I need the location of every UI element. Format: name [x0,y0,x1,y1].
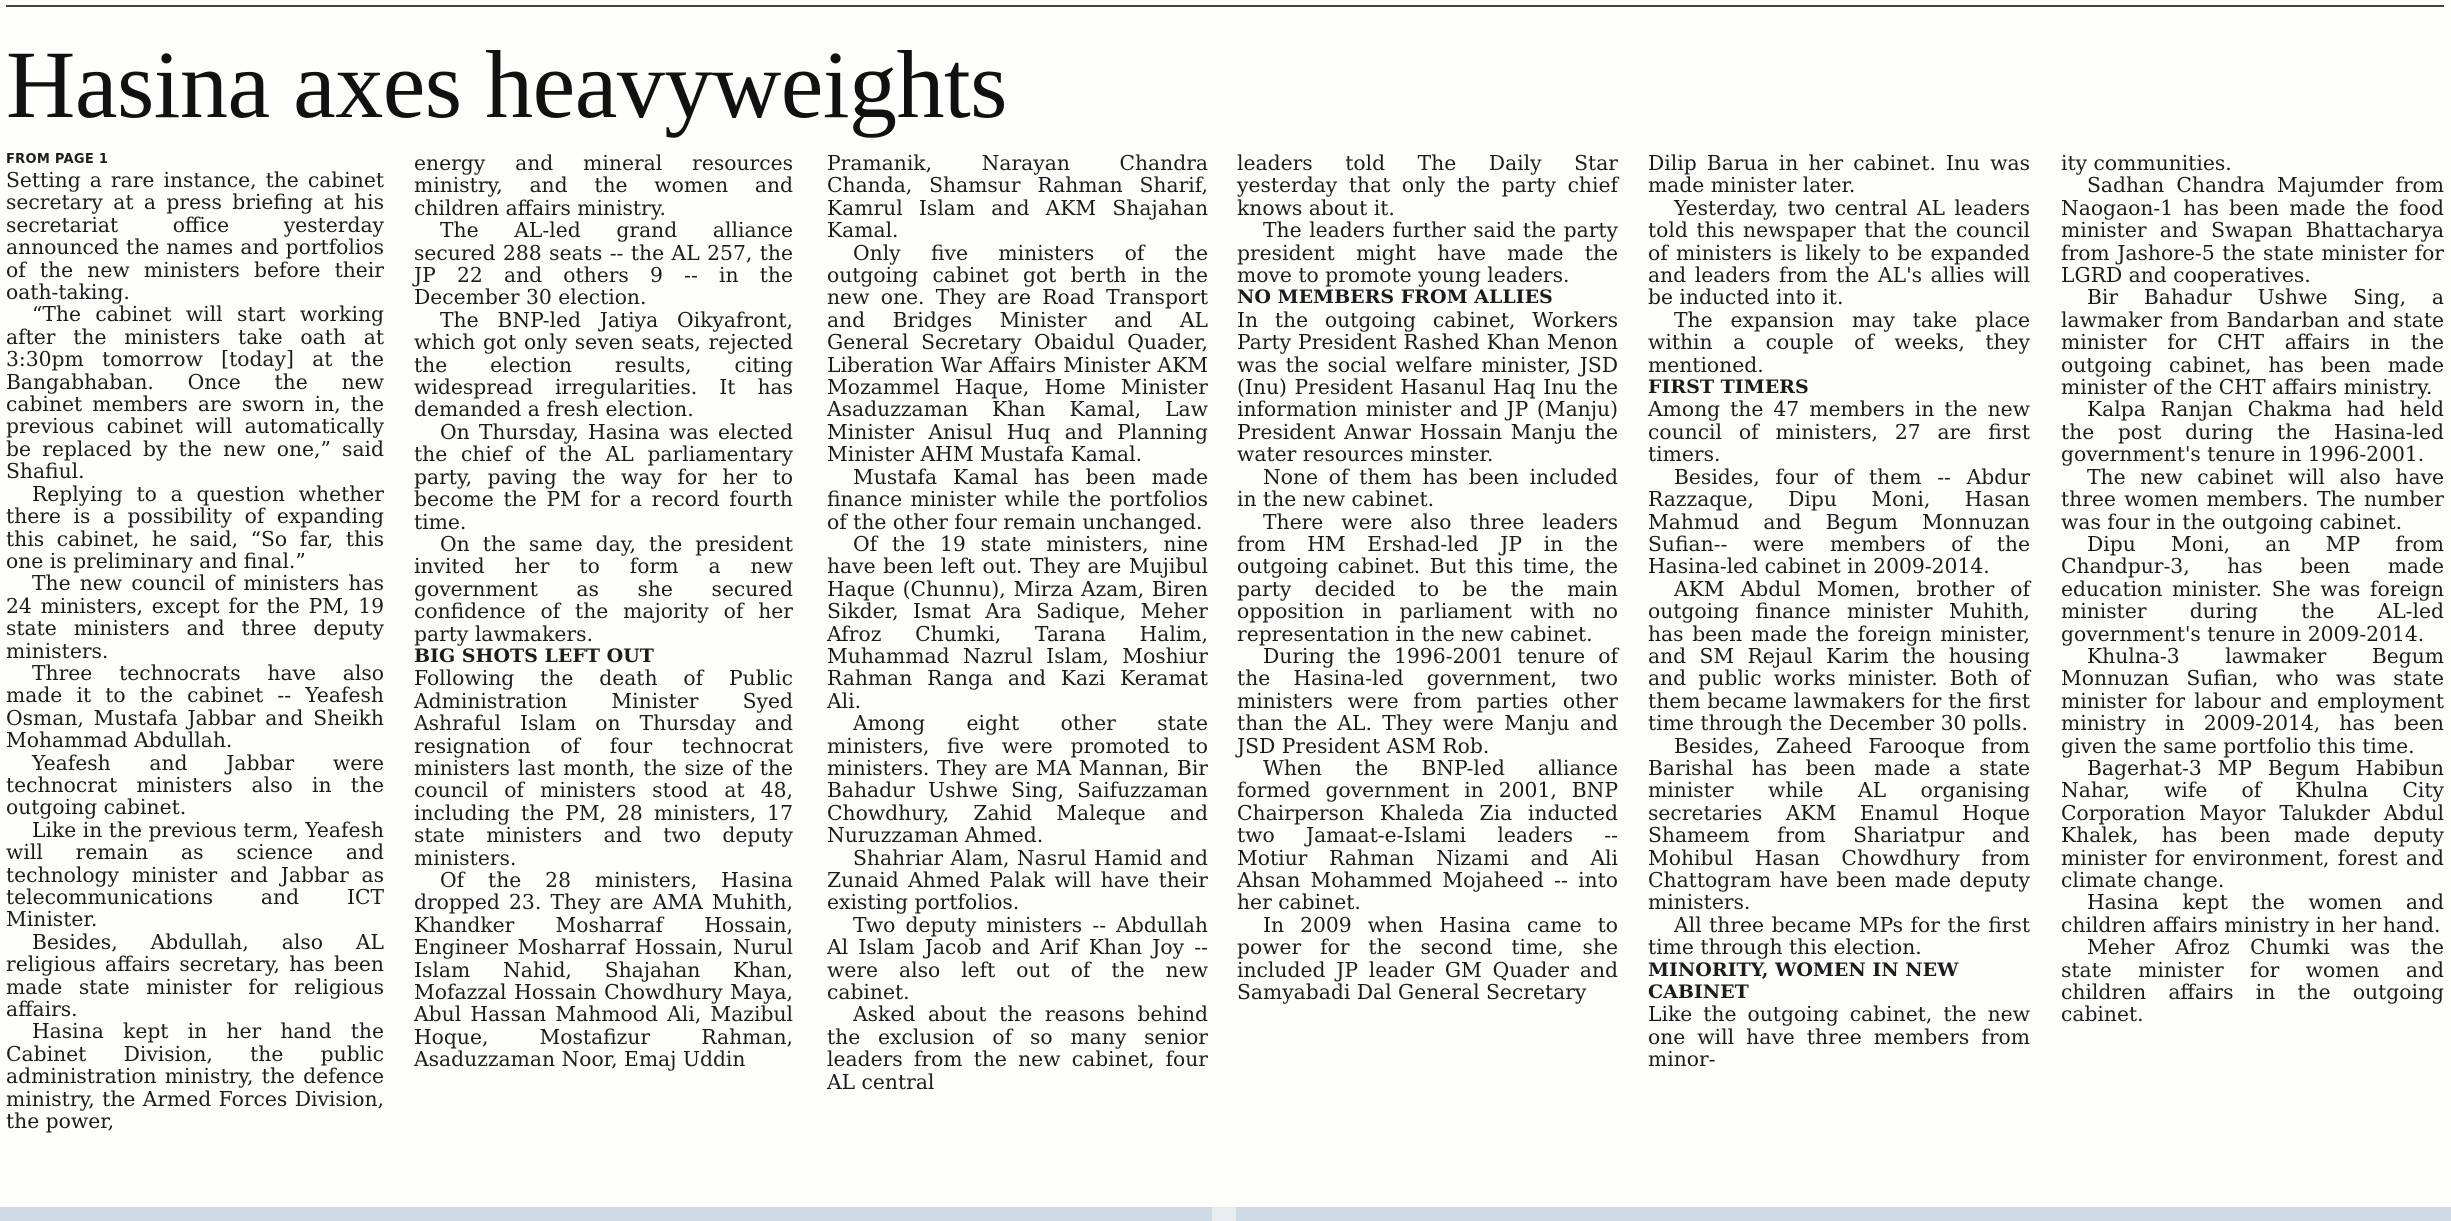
article-paragraph: Bagerhat-3 MP Begum Habibun Nahar, wife of Khulna City Corporation Mayor Talukder Abdul Khalek, has been made deputy minister for environment, forest and climate change. [2061,755,2444,892]
article-paragraph: Hasina kept in her hand the Cabinet Division, the public administration ministry, the defence ministry, the Armed Forces Division, the power, [6,1019,384,1134]
article-paragraph: Yeafesh and Jabbar were technocrat ministers also in the outgoing cabinet. [6,750,384,820]
article-paragraph: Following the death of Public Administration Minister Syed Ashraful Islam on Thursday and resignation of four technocrat ministers last month, the size of the council of ministers stood at 48, including the PM, 28 ministers, 17 state ministers and two deputy ministers. [414,666,793,870]
article-paragraph: In the outgoing cabinet, Workers Party President Rashed Khan Menon was the social welfare minister, JSD (Inu) President Hasanul Haq Inu the information minister and JP (Manju) President Anwar Hossain Manju the water resources minster. [1237,307,1618,467]
article-paragraph: Replying to a question whether there is a possibility of expanding this cabinet, he said, “So far, this one is preliminary and final.” [6,481,384,573]
article-paragraph: Dipu Moni, an MP from Chandpur-3, has been made education minister. She was foreign minister during the AL-led government's tenure in 2009-2014. [2061,531,2444,646]
article-column-2 [414,152,793,1071]
article-paragraph: During the 1996-2001 tenure of the Hasina-led government, two ministers were from parties other than the AL. They were Manju and JSD President ASM Rob. [1237,643,1618,758]
article-paragraph: AKM Abdul Momen, brother of outgoing finance minister Muhith, has been made the foreign minister, and SM Rejaul Karim the housing and public works minister. Both of them became lawmakers for the first time through the December 30 polls. [1648,576,2030,736]
article-paragraph: Of the 19 state ministers, nine have been left out. They are Mujibul Haque (Chunnu), Mirza Azam, Biren Sikder, Ismat Ara Sadique, Meher Afroz Chumki, Tarana Halim, Muhammad Nazrul Islam, Moshiur Rahman Ranga and Kazi Keramat Ali. [827,531,1208,713]
article-paragraph: Like the outgoing cabinet, the new one will have three members from minor- [1648,1002,2030,1072]
article-paragraph: Among eight other state ministers, five were promoted to ministers. They are MA Mannan, Bir Bahadur Ushwe Sing, Saifuzzaman Chowdhury, Zahid Maleque and Nuruzzaman Ahmed. [827,711,1208,848]
article-paragraph: Meher Afroz Chumki was the state minister for women and children affairs in the outgoing cabinet. [2061,935,2444,1027]
section-subhead: NO MEMBERS FROM ALLIES [1237,286,1553,309]
article-paragraph: Dilip Barua in her cabinet. Inu was made minister later. [1648,151,2030,198]
article-paragraph: Three technocrats have also made it to the cabinet -- Yeafesh Osman, Mustafa Jabbar and Sheikh Mohammad Abdullah. [6,660,384,753]
article-column-4 [1237,152,1618,1003]
article-column-3 [827,152,1208,1093]
article-paragraph: ity communities. [2061,151,2232,175]
section-subhead: FIRST TIMERS [1648,376,1809,399]
article-column-5 [1648,152,2030,1071]
article-paragraph: There were also three leaders from HM Ershad-led JP in the outgoing cabinet. But this time, the party decided to be the main opposition in parliament with no representation in the new cabinet. [1237,509,1618,646]
section-subhead: MINORITY, WOMEN IN NEW CABINET [1648,958,1959,1004]
article-paragraph: Shahriar Alam, Nasrul Hamid and Zunaid Ahmed Palak will have their existing portfolios. [827,845,1208,915]
article-paragraph: Like in the previous term, Yeafesh will remain as science and technology minister and Jabbar as telecommunications and ICT Minister. [6,817,384,932]
article-paragraph: Pramanik, Narayan Chandra Chanda, Shamsur Rahman Sharif, Kamrul Islam and AKM Shajahan Kamal. [827,151,1208,243]
article-paragraph: Mustafa Kamal has been made finance minister while the portfolios of the other four remain unchanged. [827,464,1208,534]
page-bottom-strip [0,1207,2451,1221]
headline: Hasina axes heavyweights [6,31,1008,138]
article-column-1 [6,152,384,1132]
article-paragraph: Khulna-3 lawmaker Begum Monnuzan Sufian, who was state minister for labour and employment ministry in 2009-2014, has been given the same portfolio this time. [2061,643,2444,758]
article-paragraph: Bir Bahadur Ushwe Sing, a lawmaker from Bandarban and state minister for CHT affairs in the outgoing cabinet, has been made minister of the CHT affairs ministry. [2061,285,2444,400]
article-paragraph: On the same day, the president invited her to form a new government as she secured confidence of the majority of her party lawmakers. [414,531,793,646]
article-paragraph: The new council of ministers has 24 ministers, except for the PM, 19 state ministers and three deputy ministers. [6,571,384,663]
article-paragraph: Besides, Zaheed Farooque from Barishal has been made a state minister while AL organising secretaries AKM Enamul Hoque Shameem from Shariatpur and Mohibul Hasan Chowdhury from Chattogram have been made deputy ministers. [1648,733,2030,915]
article-paragraph: None of them has been included in the new cabinet. [1237,464,1618,512]
top-rule [6,5,2444,7]
article-paragraph: The leaders further said the party president might have made the move to promote young leaders. [1237,218,1618,288]
article-paragraph: Asked about the reasons behind the exclusion of so many senior leaders from the new cabinet, four AL central [827,1002,1208,1094]
article-paragraph: leaders told The Daily Star yesterday that only the party chief knows about it. [1237,151,1618,220]
article-paragraph: The expansion may take place within a couple of weeks, they mentioned. [1648,307,2030,377]
article-paragraph: In 2009 when Hasina came to power for the second time, she included JP leader GM Quader and Samyabadi Dal General Secretary [1237,912,1618,1005]
article-paragraph: energy and mineral resources ministry, and the women and children affairs ministry. [414,151,793,220]
strip-gap [1212,1207,1236,1221]
article-paragraph: Two deputy ministers -- Abdullah Al Islam Jacob and Arif Khan Joy -- were also left out of the new cabinet. [827,912,1208,1005]
article-paragraph: Only five ministers of the outgoing cabinet got berth in the new one. They are Road Transport and Bridges Minister and AL General Secretary Obaidul Quader, Liberation War Affairs Minister AKM Mozammel Haque, Home Minister Asaduzzaman Khan Kamal, Law Minister Anisul Huq and Planning Minister AHM Mustafa Kamal. [827,240,1208,467]
article-paragraph: Kalpa Ranjan Chakma had held the post during the Hasina-led government's tenure in 1996-2001. [2061,397,2444,467]
article-paragraph: Of the 28 ministers, Hasina dropped 23. They are AMA Muhith, Khandker Mosharraf Hossain, Engineer Mosharraf Hossain, Nurul Islam Nahid, Shajahan Khan, Mofazzal Hossain Chowdhury Maya, Abul Hassan Mahmood Ali, Mazibul Hoque, Mostafizur Rahman, Asaduzzaman Noor, Emaj Uddin [414,868,793,1072]
section-subhead: BIG SHOTS LEFT OUT [414,644,654,667]
article-paragraph: Setting a rare instance, the cabinet secretary at a press briefing at his secretariat office yesterday announced the names and portfolios of the new ministers before their oath-taking. [6,168,384,305]
article-paragraph: “The cabinet will start working after the ministers take oath at 3:30pm tomorrow [today] at the Bangabhaban. Once the new cabinet members are sworn in, the previous cabinet will automatically be replaced by the new one,” said Shafiul. [6,302,384,484]
article-paragraph: Hasina kept the women and children affairs ministry in her hand. [2061,890,2444,937]
article-paragraph: On Thursday, Hasina was elected the chief of the AL parliamentary party, paving the way for her to become the PM for a record fourth time. [414,419,793,534]
article-paragraph: When the BNP-led alliance formed government in 2001, BNP Chairperson Khaleda Zia inducted two Jamaat-e-Islami leaders -- Motiur Rahman Nizami and Ali Ahsan Mohammed Mojaheed -- into her cabinet. [1237,755,1618,915]
article-paragraph: Sadhan Chandra Majumder from Naogaon-1 has been made the food minister and Swapan Bhattacharya from Jashore-5 the state minister for LGRD and cooperatives. [2061,173,2444,288]
article-paragraph: The new cabinet will also have three women members. The number was four in the outgoing cabinet. [2061,464,2444,534]
article-paragraph: Among the 47 members in the new council of ministers, 27 are first timers. [1648,397,2030,467]
article-paragraph: Besides, four of them -- Abdur Razzaque, Dipu Moni, Hasan Mahmud and Begum Monnuzan Sufian-- were members of the Hasina-led cabinet in 2009-2014. [1648,464,2030,579]
article-kicker: FROM PAGE 1 [6,152,109,167]
article-paragraph: The AL-led grand alliance secured 288 seats -- the AL 257, the JP 22 and others 9 -- in the December 30 election. [414,218,793,310]
article-paragraph: All three became MPs for the first time through this election. [1648,912,2030,960]
article-paragraph: The BNP-led Jatiya Oikyafront, which got only seven seats, rejected the election results, citing widespread irregularities. It has demanded a fresh election. [414,307,793,422]
article-paragraph: Besides, Abdullah, also AL religious affairs secretary, has been made state minister for religious affairs. [6,929,384,1022]
article-paragraph: Yesterday, two central AL leaders told this newspaper that the council of ministers is likely to be expanded and leaders from the AL's allies will be inducted into it. [1648,195,2030,310]
article-column-6 [2061,152,2444,1026]
